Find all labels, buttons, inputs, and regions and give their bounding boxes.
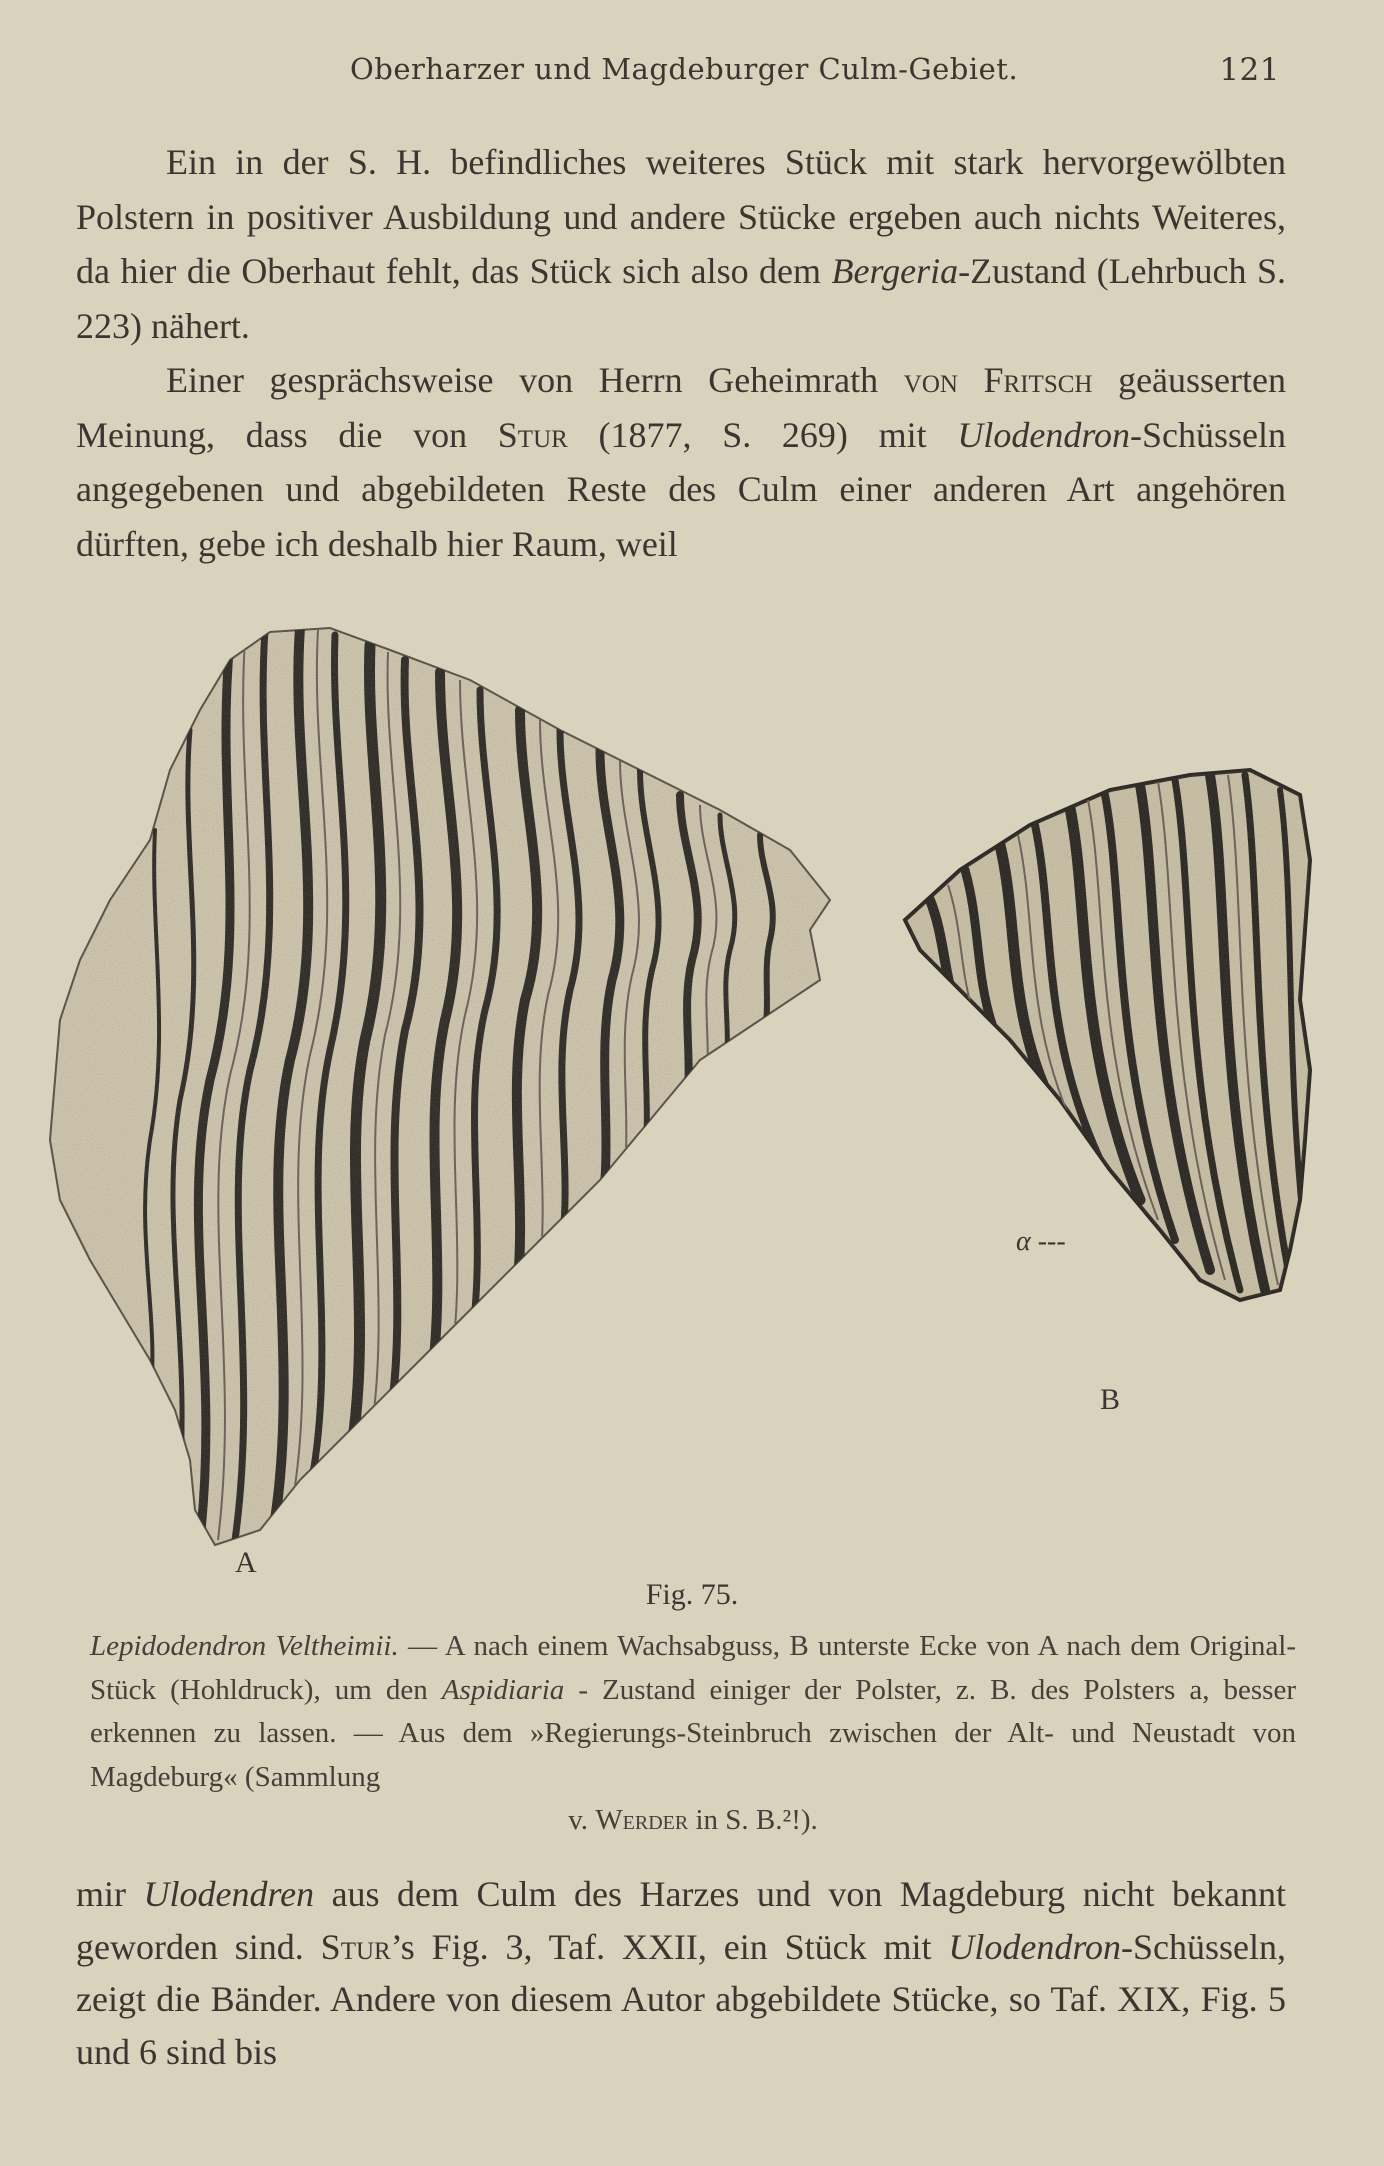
italic-ulodendron-2: Ulodendron [948, 1926, 1121, 1967]
figure-number: Fig. 75. [645, 1578, 739, 1611]
name-von-fritsch: von Fritsch [903, 360, 1093, 400]
specimen-b-drawing [900, 760, 1320, 1310]
specimen-a-drawing [40, 620, 840, 1560]
figure-caption [90, 1625, 1296, 1843]
figure-pointer-alpha: α --- [1016, 1226, 1066, 1257]
name-stur-2: Stur [320, 1926, 391, 1967]
caption-species: Lepidodendron Veltheimii. [90, 1630, 399, 1662]
body-text-top [76, 135, 1286, 571]
paragraph-2: Einer gesprächsweise von Herrn Geheimrath von Fritsch geäusserten Meinung, dass die von Stur (1877, S. 269) mit Ulodendron-Schüsseln angegebenen und abgebildeten Reste des Culm einer anderen Art angehören dürften, gebe ich deshalb hier Raum, weil [76, 360, 1286, 564]
running-title: Oberharzer und Magdeburger Culm-Gebiet. [350, 52, 1019, 86]
paragraph-1: Ein in der S. H. befindliches weiteres Stück mit stark hervorgewölbten Polstern in positiver Ausbildung und andere Stücke ergeben auch nichts Weiteres, da hier die Oberhaut fehlt, das Stück sich also dem Bergeria-Zustand (Lehrbuch S. 223) nähert. [76, 142, 1286, 346]
figure-label-b: B [1100, 1383, 1121, 1416]
running-head [80, 52, 1280, 92]
caption-name-werder: Werder [595, 1804, 689, 1836]
page-number: 121 [1219, 52, 1280, 88]
caption-text: Lepidodendron Veltheimii. — A nach einem Wachsabguss, B unterste Ecke von A nach dem Original-Stück (Hohldruck), um den Aspidiaria - Zustand einiger der Polster, z. B. des Polsters a, besser erkennen zu lassen. — Aus dem »Regierungs-Steinbruch zwischen der Alt- und Neustadt von Magdeburg« (Sammlung [90, 1630, 1296, 1793]
caption-aspidiaria: Aspidiaria [441, 1673, 565, 1706]
italic-ulodendren: Ulodendren [143, 1874, 315, 1914]
fossil-illustration [0, 600, 1384, 1590]
italic-ulodendron: Ulodendron [957, 414, 1130, 455]
figure-label-a: A [235, 1546, 257, 1579]
name-stur: Stur [497, 414, 568, 455]
italic-bergeria: Bergeria [831, 251, 959, 291]
paragraph-3: mir Ulodendren aus dem Culm des Harzes und von Magdeburg nicht bekannt geworden sind. Stur’s Fig. 3, Taf. XXII, ein Stück mit Ulodendron-Schüsseln, zeigt die Bänder. Andere von diesem Autor abgebildete Stücke, so Taf. XIX, Fig. 5 und 6 sind bis [76, 1874, 1286, 2072]
caption-last-line: v. Werder in S. B.²!). [568, 1804, 818, 1836]
body-text-bottom [76, 1868, 1286, 2078]
figure-75 [0, 600, 1384, 1590]
